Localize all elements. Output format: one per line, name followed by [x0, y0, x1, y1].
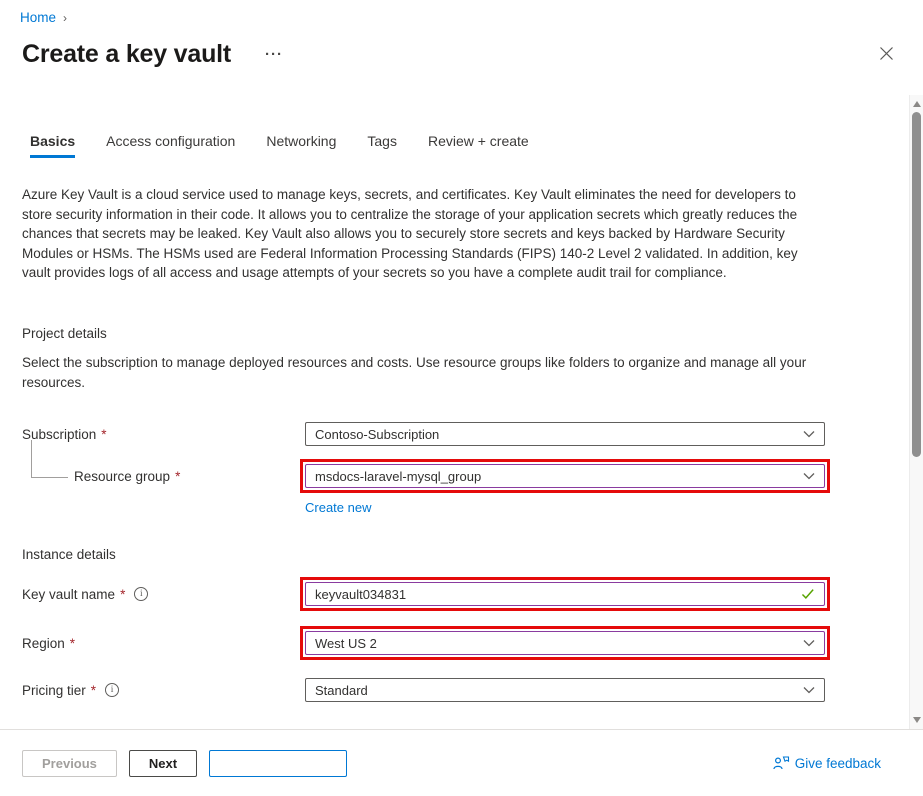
tab-access-configuration[interactable]: Access configuration — [106, 133, 236, 149]
required-marker: * — [120, 586, 126, 602]
feedback-icon — [773, 756, 790, 770]
scrollbar-thumb[interactable] — [912, 112, 921, 457]
key-vault-name-row — [22, 577, 909, 611]
give-feedback-link[interactable] — [773, 756, 881, 771]
previous-button[interactable]: Previous — [22, 750, 117, 777]
project-details-heading: Project details — [22, 325, 107, 341]
required-marker: * — [101, 426, 107, 442]
info-icon[interactable] — [105, 683, 119, 697]
key-vault-name-field — [305, 582, 825, 606]
pricing-tier-row — [22, 678, 909, 702]
give-feedback-label: Give feedback — [794, 755, 881, 771]
pricing-tier-value: Standard — [315, 682, 368, 698]
more-options-icon[interactable]: ··· — [265, 46, 284, 63]
subscription-dropdown[interactable] — [305, 422, 825, 446]
child-field-connector — [31, 440, 68, 478]
title-row — [22, 40, 283, 69]
chevron-down-icon — [803, 686, 815, 694]
tab-networking[interactable]: Networking — [266, 133, 337, 149]
annotation-highlight-box — [300, 459, 830, 493]
service-description: Azure Key Vault is a cloud service used to manage keys, secrets, and certificates. Key Vault eliminates the need for developers to store security information in their code. It allows you to centralize the storage of your application secrets which greatly reduces the chances that secrets may be leaked. Key Vault also allows you to securely store secrets and keys backed by Hardware Security Modules or HSMs. The HSMs used are Federal Information Processing Standards (FIPS) 140-2 Level 2 validated. In addition, key vault provides logs of all access and usage attempts of your secrets so you have a complete audit trail for compliance. — [22, 187, 798, 281]
instance-details-heading: Instance details — [22, 547, 116, 563]
chevron-down-icon — [803, 430, 815, 438]
page-title: Create a key vault — [22, 40, 232, 68]
subscription-value: Contoso-Subscription — [315, 426, 440, 442]
annotation-highlight-box — [300, 577, 830, 611]
pricing-tier-dropdown[interactable] — [305, 678, 825, 702]
required-marker: * — [90, 682, 97, 698]
key-vault-name-label: Key vault name * i — [22, 587, 305, 602]
tab-bar — [30, 133, 909, 158]
resource-group-value: msdocs-laravel-mysql_group — [315, 468, 482, 484]
region-label: Region * — [22, 635, 76, 651]
resource-group-dropdown[interactable] — [305, 464, 825, 488]
subscription-label: Subscription * — [22, 426, 107, 442]
tab-tags[interactable]: Tags — [367, 133, 397, 149]
review-create-button[interactable]: Review + create — [209, 750, 347, 777]
annotation-highlight-box — [300, 626, 830, 660]
content-pane — [0, 95, 909, 729]
close-icon — [879, 46, 894, 61]
scrollbar — [909, 95, 923, 729]
next-button[interactable]: Next — [129, 750, 197, 777]
chevron-down-icon — [803, 639, 815, 647]
resource-group-label: Resource group * — [74, 468, 181, 484]
key-vault-name-input[interactable] — [315, 587, 801, 602]
scroll-down-arrow-icon[interactable] — [913, 717, 921, 723]
resource-group-row — [22, 459, 909, 493]
info-icon[interactable] — [134, 587, 148, 601]
chevron-down-icon — [803, 472, 815, 480]
project-details-description: Select the subscription to manage deployed resources and costs. Use resource groups like folders to organize and manage all your resources. — [22, 354, 807, 390]
pricing-tier-label: Pricing tier * i — [22, 683, 305, 698]
scroll-up-arrow-icon[interactable] — [913, 101, 921, 107]
required-marker: * — [175, 468, 181, 484]
tab-review-create[interactable]: Review + create — [427, 133, 529, 149]
footer-bar — [0, 729, 923, 796]
breadcrumb-home-link[interactable]: Home — [20, 10, 57, 25]
close-button[interactable] — [877, 46, 895, 64]
region-value: West US 2 — [315, 635, 377, 651]
create-new-row — [305, 500, 909, 515]
valid-check-icon — [801, 588, 815, 600]
breadcrumb-chevron-icon: › — [63, 10, 68, 25]
region-row — [22, 626, 909, 660]
region-dropdown[interactable] — [305, 631, 825, 655]
breadcrumb — [20, 10, 67, 25]
tab-basics[interactable]: Basics — [30, 133, 75, 158]
create-new-link[interactable]: Create new — [305, 500, 372, 516]
required-marker: * — [69, 635, 76, 651]
subscription-row — [22, 422, 909, 446]
